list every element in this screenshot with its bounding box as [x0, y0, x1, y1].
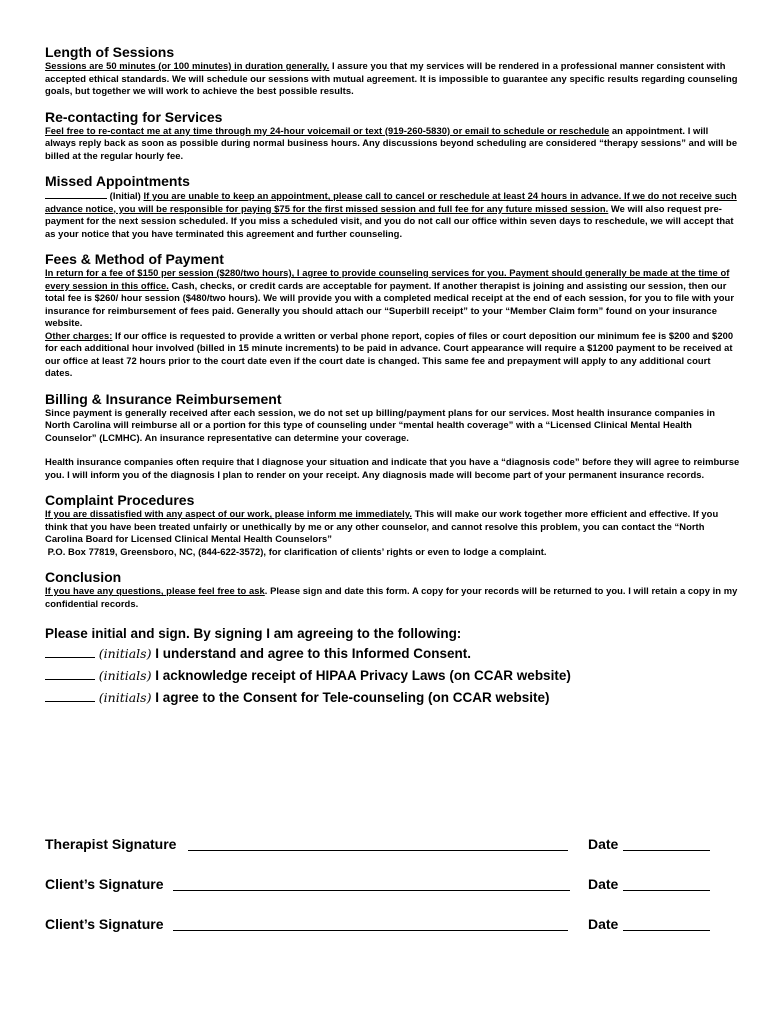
section-body: Sessions are 50 minutes (or 100 minutes) in duration generally. I assure you that my services will be rendered in a professional manner consistent with accepted ethical standards. We will schedule our sessions with mutual agreement. It is impossible to guarantee any specific results regarding counseling goals, but together we will work to achieve the best possible results.: [45, 60, 738, 96]
acknowledgement-item: (initials) I understand and agree to this Informed Consent.: [45, 643, 740, 665]
client-date-field-2[interactable]: [623, 916, 710, 931]
initials-field[interactable]: [45, 645, 95, 658]
section-body: In return for a fee of $150 per session ($280/two hours), I agree to provide counseling services for you. Payment should generally be made at the time of every session in this office. Cash, checks, or credit cards are acceptable for payment. If another therapist is joining and assisting our session, then our total fee is $260/ hour session ($480/two hours). We will provide you with a completed medical receipt at the end of each session, for you to file with your insurance for reimbursement of fees paid. Generally you should attach our “Superbill receipt” to your “Member Claim form” found on your insurance website. Other charges: If our office is requested to provide a written or verbal phone report, copies of files or court deposition our minimum fee is $200 and $200 for each additional hour involved (billed in 15 minute increments) to be paid in advance. Court appearance will require a $1200 payment to be received at our office at least 72 hours prior to the court date even if the court date is changed. This same fee and prepayment will apply to any additional court dates.: [45, 267, 735, 378]
initials-field[interactable]: [45, 667, 95, 680]
section-body: (Initial) If you are unable to keep an appointment, please call to cancel or reschedule at least 24 hours in advance. If we do not receive such advance notice, you will be responsible for paying $75 for the first missed session and full fee for any future missed session. We will also request pre-payment for the next session scheduled. If you miss a scheduled visit, and you do not call our office within seven days to reschedule, we will accept that as your notice that you have terminated this agreement and further counseling.: [45, 190, 737, 239]
section-missed-appointments: [45, 173, 740, 240]
section-heading: Missed Appointments: [45, 173, 190, 189]
section-heading: Billing & Insurance Reimbursement: [45, 390, 282, 407]
section-billing: [45, 391, 740, 482]
section-length-of-sessions: [45, 44, 740, 98]
section-re-contacting: [45, 109, 740, 163]
section-heading: Complaint Procedures: [45, 492, 195, 508]
section-heading: Fees & Method of Payment: [45, 251, 224, 267]
acknowledgement-item: (initials) I agree to the Consent for Tele-counseling (on CCAR website): [45, 687, 740, 709]
date-label: Date: [588, 836, 619, 852]
initials-label: (initials): [98, 646, 152, 661]
client-signature-field-2[interactable]: [173, 916, 568, 931]
initial-blank-field[interactable]: [45, 189, 107, 199]
section-body-2: Health insurance companies often require that I diagnose your situation and indicate that you have a “diagnosis code” before they will agree to reimburse you. I will inform you of the diagnosis I plan to render on your receipt. Any diagnosis made will become part of your permanent insurance records.: [45, 456, 740, 480]
section-complaint: [45, 492, 740, 558]
date-label: Date: [588, 916, 619, 932]
therapist-signature-label: Therapist Signature: [45, 836, 177, 852]
section-fees: [45, 251, 740, 380]
client-signature-field[interactable]: [173, 876, 570, 891]
date-label: Date: [588, 876, 619, 892]
section-heading: Re-contacting for Services: [45, 108, 223, 125]
section-body: Feel free to re-contact me at any time through my 24-hour voicemail or text (919-260-5830) or email to schedule or reschedule an appointment. I will always reply back as soon as possible during normal business hours. Any discussions beyond scheduling are considered “therapy sessions” and will be billed at the regular hourly fee.: [45, 124, 738, 161]
section-body: Since payment is generally received after each session, we do not set up billing/payment plans for our services. Most health insurance companies in North Carolina will reimburse all or a portion for this type of counseling under “mental health coverage” with a “Licensed Clinical Mental Health Counselor” (LCMHC). An insurance representative can determine your coverage.: [45, 406, 716, 443]
initials-field[interactable]: [45, 689, 95, 702]
acknowledgement-block: [45, 624, 740, 709]
section-body: If you have any questions, please feel free to ask. Please sign and date this form. A copy for your records will be returned to you. I will retain a copy in my confidential records.: [45, 585, 738, 609]
client-signature-label: Client’s Signature: [45, 876, 164, 892]
therapist-date-field[interactable]: [623, 836, 710, 851]
section-heading: Conclusion: [45, 569, 122, 585]
section-body: If you are dissatisfied with any aspect of our work, please inform me immediately. This will make our work together more efficient and effective. If you think that you have been treated unfairly or unethically by me or any other counselor, and cannot resolve this problem, you can contact the “North Carolina Board for Licensed Clinical Mental Health Counselors” P.O. Box 77819, Greensboro, NC, (844-622-3572), for clarification of clients’ rights or even to lodge a complaint.: [45, 508, 719, 557]
client-date-field[interactable]: [623, 876, 710, 891]
section-conclusion: [45, 569, 740, 610]
acknowledgement-item: (initials) I acknowledge receipt of HIPAA Privacy Laws (on CCAR website): [45, 665, 740, 687]
therapist-signature-field[interactable]: [188, 836, 568, 851]
consent-form-page: [45, 44, 740, 709]
initials-label: (initials): [98, 690, 152, 705]
initials-label: (initials): [98, 668, 152, 683]
section-heading: Length of Sessions: [45, 44, 175, 60]
client-signature-label: Client’s Signature: [45, 916, 164, 932]
acknowledgement-title: Please initial and sign. By signing I am agreeing to the following:: [45, 626, 462, 641]
